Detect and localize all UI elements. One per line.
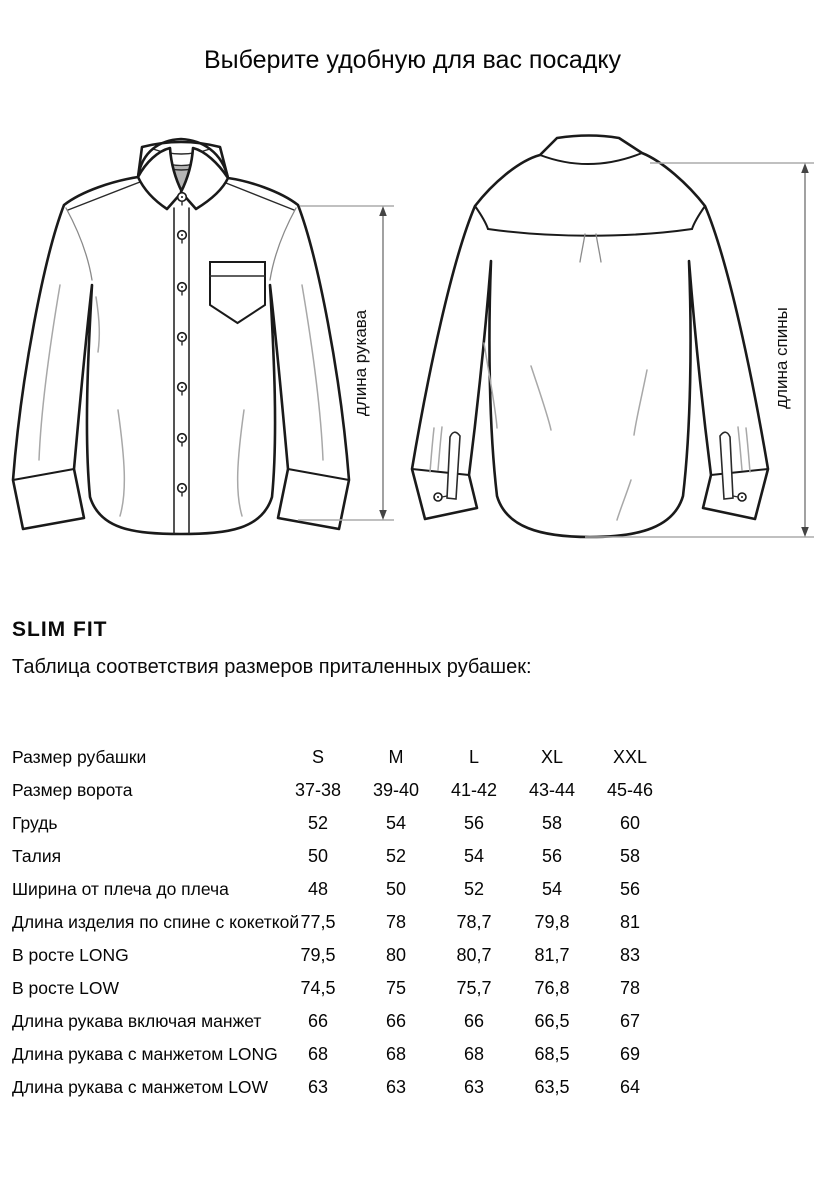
- cell: 81: [619, 912, 641, 932]
- cell: 56: [463, 813, 485, 833]
- size-xl: XL: [540, 747, 564, 767]
- cell: 41-42: [450, 780, 498, 800]
- cell: 52: [307, 813, 329, 833]
- cell: 63: [307, 1077, 329, 1097]
- size-s: S: [311, 747, 324, 767]
- row-label: В росте LOW: [12, 978, 120, 998]
- cell: 76,8: [534, 978, 570, 998]
- sleeve-length-label: длина рукава: [351, 309, 370, 417]
- cell: 75,7: [456, 978, 492, 998]
- table-caption: Таблица соответствия размеров приталенных рубашек:: [12, 656, 532, 678]
- cell: 56: [619, 879, 641, 899]
- cell: 64: [619, 1077, 641, 1097]
- cell: 39-40: [372, 780, 420, 800]
- cell: 54: [541, 879, 563, 899]
- cell: 68: [385, 1044, 407, 1064]
- table-row: [12, 873, 680, 906]
- row-label: Грудь: [12, 813, 58, 833]
- cell: 80: [385, 945, 407, 965]
- cell: 68,5: [534, 1044, 570, 1064]
- cell: 66: [307, 1011, 329, 1031]
- cell: 58: [541, 813, 563, 833]
- cell: 43-44: [528, 780, 576, 800]
- row-label: Талия: [12, 846, 62, 866]
- cell: 45-46: [606, 780, 654, 800]
- cell: 66: [463, 1011, 485, 1031]
- cell: 52: [385, 846, 407, 866]
- cell: 63: [463, 1077, 485, 1097]
- cell: 60: [619, 813, 641, 833]
- shirt-back-silhouette: [412, 136, 768, 538]
- table-header-row: [12, 741, 680, 774]
- cell: 68: [307, 1044, 329, 1064]
- table-row: [12, 906, 680, 939]
- cell: 50: [385, 879, 407, 899]
- row-label: Длина рукава с манжетом LONG: [12, 1044, 278, 1064]
- shirt-front-drawing: [8, 135, 400, 543]
- cell: 80,7: [456, 945, 492, 965]
- row-label: Длина изделия по спине с кокеткой: [12, 912, 300, 932]
- cell: 50: [307, 846, 329, 866]
- size-table: [12, 741, 680, 1104]
- cell: 63,5: [534, 1077, 570, 1097]
- shirt-back-drawing: [400, 128, 822, 543]
- row-label: В росте LONG: [12, 945, 129, 965]
- table-row: [12, 972, 680, 1005]
- cell: 78: [385, 912, 407, 932]
- cell: 75: [385, 978, 407, 998]
- cell: 56: [541, 846, 563, 866]
- row-label: Размер рубашки: [12, 747, 147, 767]
- size-l: L: [468, 747, 479, 767]
- cell: 52: [463, 879, 485, 899]
- cell: 79,8: [534, 912, 570, 932]
- cell: 66,5: [534, 1011, 570, 1031]
- table-row: [12, 1071, 680, 1104]
- cell: 37-38: [294, 780, 342, 800]
- cell: 81,7: [534, 945, 570, 965]
- row-label: Длина рукава с манжетом LOW: [12, 1077, 269, 1097]
- cell: 48: [307, 879, 329, 899]
- size-m: M: [388, 747, 404, 767]
- cell: 54: [463, 846, 485, 866]
- row-label: Ширина от плеча до плеча: [12, 879, 229, 899]
- table-row: [12, 1038, 680, 1071]
- cell: 78: [619, 978, 641, 998]
- row-label: Длина рукава включая манжет: [12, 1011, 262, 1031]
- cell: 79,5: [300, 945, 336, 965]
- fit-heading: SLIM FIT: [12, 618, 108, 641]
- size-xxl: XXL: [612, 747, 648, 767]
- cell: 78,7: [456, 912, 492, 932]
- page-title: Выберите удобную для вас посадку: [203, 46, 622, 74]
- back-length-label: длина спины: [772, 307, 791, 409]
- table-row: [12, 939, 680, 972]
- cell: 58: [619, 846, 641, 866]
- cell: 83: [619, 945, 641, 965]
- cell: 74,5: [300, 978, 336, 998]
- cell: 68: [463, 1044, 485, 1064]
- row-label: Размер ворота: [12, 780, 133, 800]
- cell: 54: [385, 813, 407, 833]
- cell: 77,5: [300, 912, 336, 932]
- cell: 69: [619, 1044, 641, 1064]
- table-row: [12, 840, 680, 873]
- cell: 63: [385, 1077, 407, 1097]
- table-row: [12, 774, 680, 807]
- table-row: [12, 1005, 680, 1038]
- table-row: [12, 807, 680, 840]
- cell: 67: [619, 1011, 641, 1031]
- cell: 66: [385, 1011, 407, 1031]
